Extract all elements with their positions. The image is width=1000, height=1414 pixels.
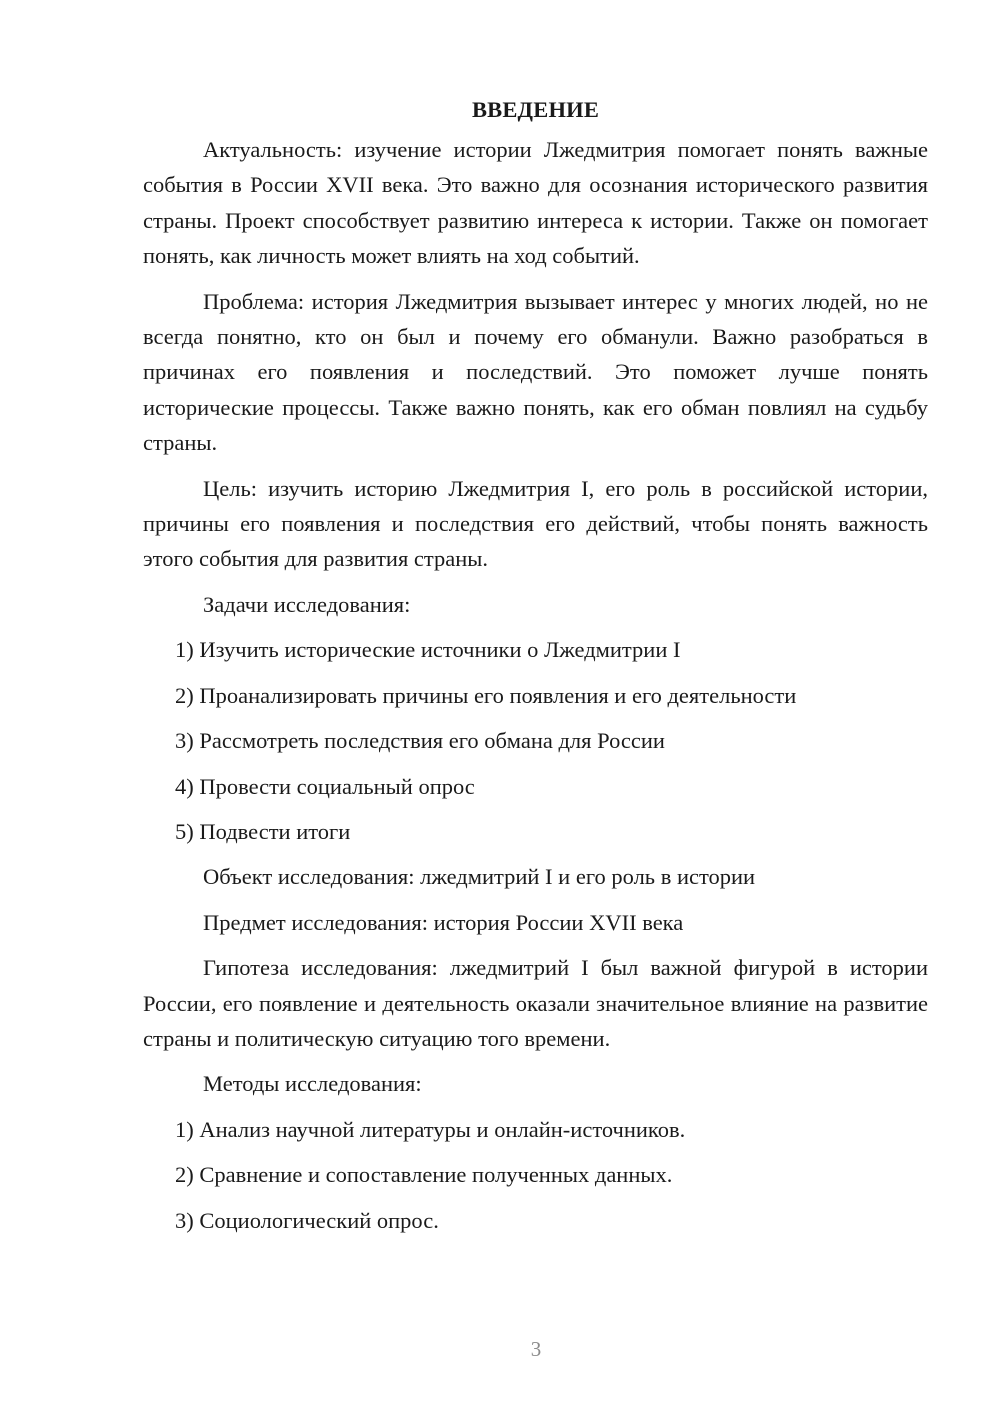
list-item: 3) Рассмотреть последствия его обмана для России <box>175 728 665 754</box>
tasks-list <box>143 632 928 849</box>
list-item: 1) Изучить исторические источники о Лжедмитрии I <box>175 637 681 663</box>
relevance-paragraph: Актуальность: изучение истории Лжедмитрия помогает понять важные события в России XVII века. Это важно для осознания исторического развития страны. Проект способствует развитию интереса к истории. Также он помогает понять, как личность может влиять на ход событий. <box>143 137 928 269</box>
methods-title: Методы исследования: <box>203 1071 422 1097</box>
list-item: 2) Проанализировать причины его появления и его деятельности <box>175 682 797 708</box>
list-item: 3) Социологический опрос. <box>175 1207 439 1233</box>
subject-line: Предмет исследования: история России XVII века <box>203 909 684 935</box>
hypothesis-paragraph: Гипотеза исследования: лжедмитрий I был важной фигурой в истории России, его появление и деятельность оказали значительное влияние на развитие страны и политическую ситуацию того времени. <box>143 955 928 1051</box>
page-number: 3 <box>530 1337 542 1361</box>
list-item: 1) Анализ научной литературы и онлайн-источников. <box>175 1116 686 1142</box>
problem-paragraph: Проблема: история Лжедмитрия вызывает интерес у многих людей, но не всегда понятно, кто он был и почему его обманули. Важно разобраться в причинах его появления и последствий. Это поможет лучше понять исторические процессы. Также важно понять, как его обман повлиял на судьбу страны. <box>143 288 928 456</box>
object-line: Объект исследования: лжедмитрий I и его роль в истории <box>203 864 756 890</box>
list-item: 2) Сравнение и сопоставление полученных данных. <box>175 1162 673 1188</box>
section-heading: ВВЕДЕНИЕ <box>471 97 600 122</box>
goal-paragraph: Цель: изучить историю Лжедмитрия I, его роль в российской истории, причины его появления и последствия его действий, чтобы понять важность этого события для развития страны. <box>143 475 928 572</box>
list-item: 4) Провести социальный опрос <box>175 773 475 799</box>
tasks-title: Задачи исследования: <box>203 591 411 617</box>
page-content <box>143 92 928 1248</box>
methods-list <box>143 1112 928 1238</box>
list-item: 5) Подвести итоги <box>175 818 351 844</box>
